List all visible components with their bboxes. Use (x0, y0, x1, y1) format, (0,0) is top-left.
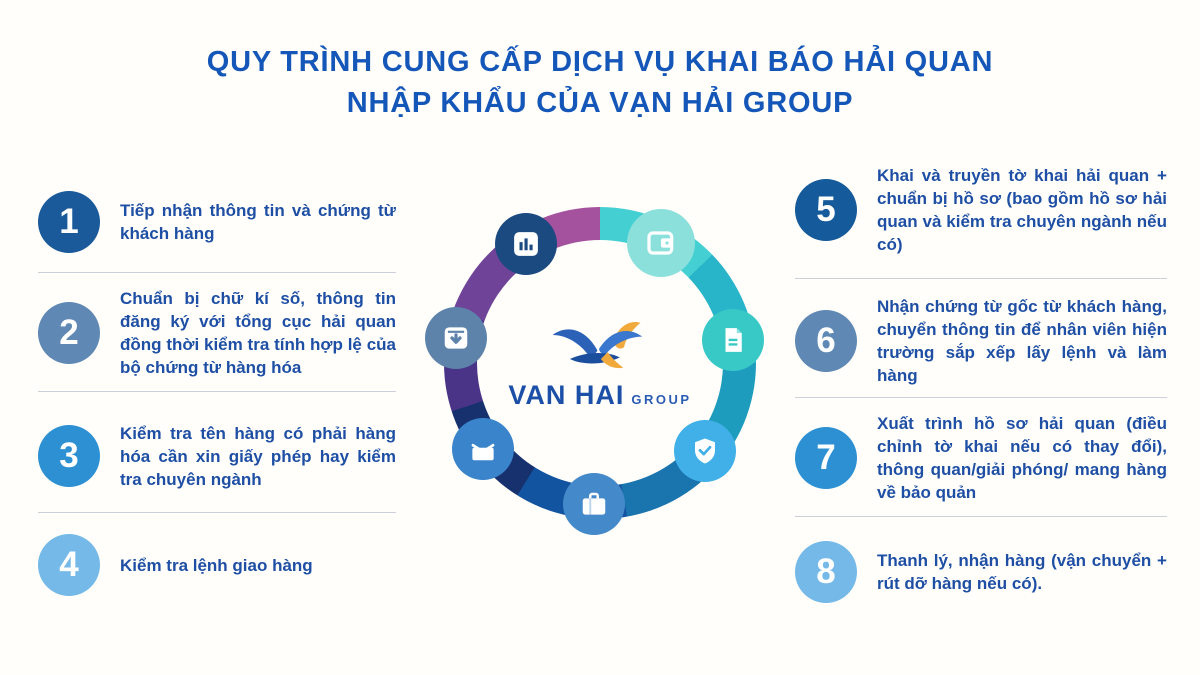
divider (795, 397, 1167, 398)
step-text-2: Chuẩn bị chữ kí số, thông tin đăng ký với tổng cục hải quan đồng thời kiểm tra tính hợp lệ của bộ chứng từ hàng hóa (120, 289, 396, 377)
envelope-icon (452, 418, 514, 480)
step-text-3: Kiểm tra tên hàng có phải hàng hóa cần xin giấy phép hay kiểm tra chuyên ngành (120, 423, 396, 489)
step-text-7: Xuất trình hồ sơ hải quan (điều chỉnh tờ khai nếu có thay đổi), thông quan/giải phóng/ mang hàng về bảo quản (877, 414, 1167, 502)
vanhai-brand-text (508, 380, 691, 411)
step-number-badge-8: 8 (795, 541, 857, 603)
step-number-badge-4: 4 (38, 534, 100, 596)
vanhai-bird-logo-icon (544, 316, 656, 378)
divider (795, 278, 1167, 279)
step-number-badge-7: 7 (795, 427, 857, 489)
steps-right-column (795, 158, 1167, 607)
step-item-2 (38, 285, 396, 381)
step-item-4 (38, 529, 396, 601)
step-text-6: Nhận chứng từ gốc từ khách hàng, chuyển thông tin để nhân viên hiện trường sắp xếp lấy lệnh và làm hàng (877, 297, 1167, 385)
briefcase-icon (563, 473, 625, 535)
step-number-badge-1: 1 (38, 191, 100, 253)
step-item-3 (38, 408, 396, 504)
step-number-badge-5: 5 (795, 179, 857, 241)
step-text-5: Khai và truyền tờ khai hải quan + chuẩn bị hồ sơ (bao gồm hồ sơ hải quan và kiểm tra chuyên ngành nếu có) (877, 166, 1167, 254)
step-item-7 (795, 408, 1167, 508)
shield-check-icon (674, 420, 736, 482)
wallet-icon (627, 209, 695, 277)
brand-name: VAN HAI (508, 379, 625, 410)
step-text-8: Thanh lý, nhận hàng (vận chuyển + rút dỡ hàng nếu có). (877, 551, 1167, 593)
step-item-1 (38, 180, 396, 264)
page-title-line2: NHẬP KHẨU CỦA VẠN HẢI GROUP (346, 87, 854, 119)
page-title-line1: QUY TRÌNH CUNG CẤP DỊCH VỤ KHAI BÁO HẢI QUAN (206, 46, 994, 78)
step-item-5 (795, 158, 1167, 262)
divider (795, 516, 1167, 517)
step-item-6 (795, 291, 1167, 391)
step-number-badge-3: 3 (38, 425, 100, 487)
download-box-icon (425, 307, 487, 369)
page-title (0, 42, 1200, 124)
step-text-4: Kiểm tra lệnh giao hàng (120, 555, 313, 575)
bar-chart-icon (495, 213, 557, 275)
step-text-1: Tiếp nhận thông tin và chứng từ khách hàng (120, 201, 396, 243)
brand-suffix: GROUP (631, 391, 692, 407)
step-number-badge-6: 6 (795, 310, 857, 372)
divider (38, 391, 396, 392)
divider (38, 272, 396, 273)
document-icon (702, 309, 764, 371)
step-item-8 (795, 537, 1167, 607)
steps-left-column (38, 180, 396, 601)
step-number-badge-2: 2 (38, 302, 100, 364)
divider (38, 512, 396, 513)
